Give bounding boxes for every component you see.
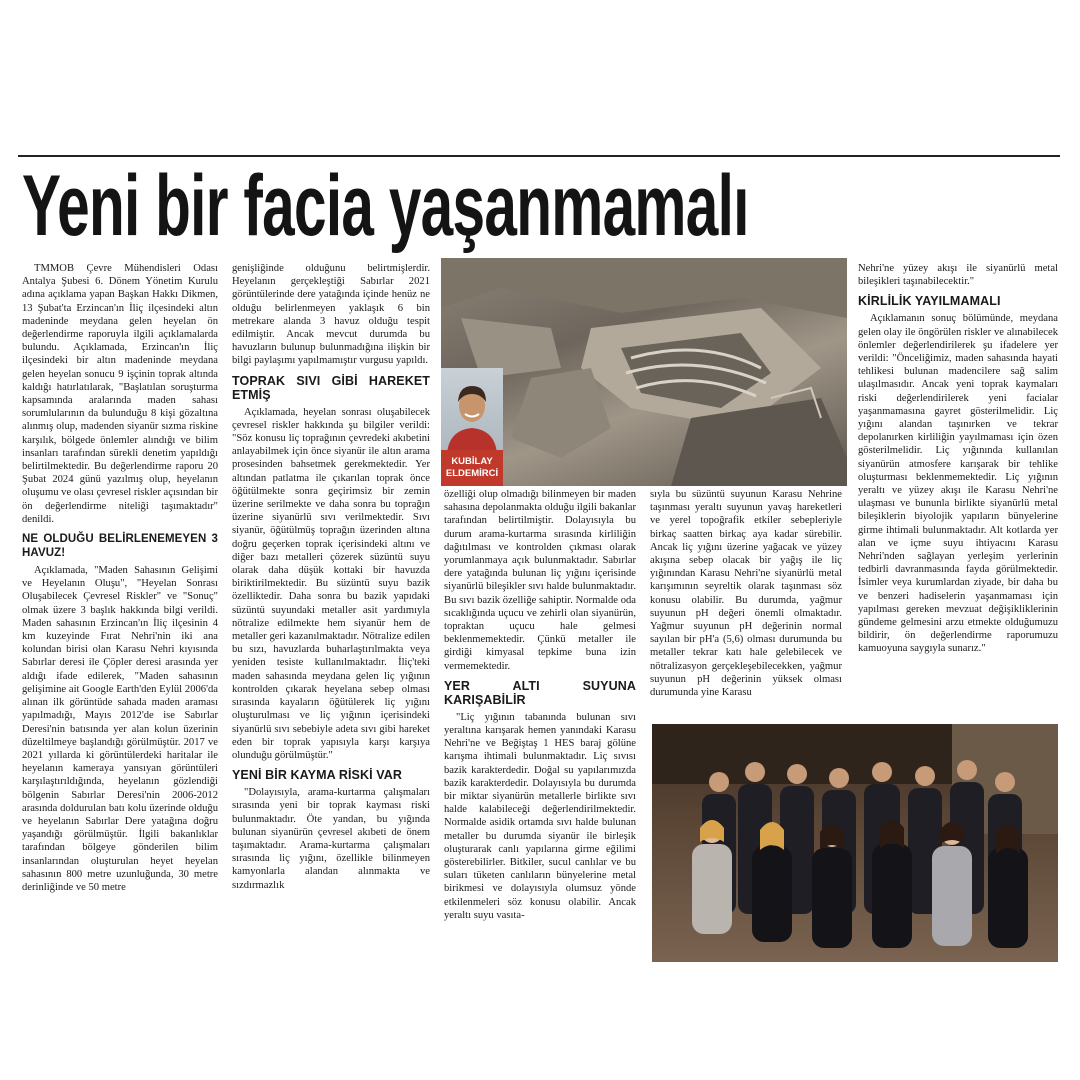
subheading: NE OLDUĞU BELİRLENEMEYEN 3 HAVUZ! — [22, 533, 218, 560]
paragraph: "Dolayısıyla, arama-kurtarma çalışmaları sırasında yeni bir toprak kayması riski bulunmaktadır. Öte yandan, bu yığında bulunan siyanürün çevresel akıbeti de önem taşımaktadır. Arama-kurtarma çalışmaları sırasında liç yığını, özellikle bilinmeyen kamyonlarla alandan alınmakta ve sızdırmazlık — [232, 787, 430, 891]
article-column-1 — [22, 262, 218, 962]
author-name — [441, 450, 503, 486]
subheading: TOPRAK SIVI GİBİ HAREKET ETMİŞ — [232, 373, 430, 402]
paragraph: özelliği olup olmadığı bilinmeyen bir maden sahasına depolanmakta olduğu ilgili bakanlar tarafından belirtilmiştir. Dolayısıyla bu durum arama-kurtarma sırasında kirliliğin dağıtılması ve kontrolden çıkması olarak yorumlanmaya açık bulunmaktadır. Sabırlar dere yatağında bulunan liç yığını içerisinde siyanürlü bileşikler sıvı halde bulunmaktadır. Bu sıvı bazik özelliğe sahiptir. Normalde oda sıcaklığında uçucu ve zehirli olan siyanürün, topraktan uçucu hale gelmesi beklenmemektedir. Çünkü metaller ile girdiği kimyasal tepkime buna izin vermemektedir. — [444, 489, 636, 672]
article-column-5 — [858, 262, 1058, 718]
headline: Yeni bir facia yaşanmamalı — [22, 158, 749, 254]
subheading: YER ALTI SUYUNA KARIŞABİLİR — [444, 678, 636, 707]
article-column-2 — [232, 262, 430, 966]
paragraph: sıyla bu süzüntü suyunun Karasu Nehrine taşınması yeraltı suyunun yavaş hareketleri ve yerel topoğrafik etkiler sebepleriyle birkaç saatten birkaç aya kadar sürebilir. Ancak liç yığını üzerine yağacak ve yüzey akışına sebep olacak bir yağış ile liç yığınından Karasu Nehri'ne siyanürlü metal karışımının seyreltik olarak taşınması söz konusu olabilir. Bu durumda, yağmur suyunun pH değeri önemli olmaktadır. Yağmur suyunun pH değerinin normal sayılan bir pH'a (5,6) olması durumunda bu metaller tekrar katı hale gelebilecek ve nötralizasyon gerçekleşebilecekken, yağmur suyunun pH değerinin yüksek olması durumunda yine Karasu — [650, 489, 842, 699]
author-portrait — [441, 368, 503, 454]
paragraph: TMMOB Çevre Mühendisleri Odası Antalya Şubesi 6. Dönem Yönetim Kurulu adına açıklama yapan Başkan Hakkı Dikmen, 13 Şubat'ta Erzincan'ın İliç ilçesindeki altın madeninde meydana gelen heyelan ön değerlendirme raporuyla ilgili açıklamalarda bulundu. Açıklamada, Erzincan'ın İliç ilçesindeki bir altın madeninde meydana gelen heyelan sonucu 9 işçinin toprak altında kaldığı hatırlatılarak, "Başlatılan soruşturma kapsamında aralarında maden sahası sorumlularının da bulunduğu 8 kişi gözaltına alınmış olup, madenden siyanür sızma riskine karşılık, bölgede önlemler alındığı ve bilim insanları tarafından sürekli denetim yapıldığı belirtilmektedir. Bu değerlendirme raporu 20 Şubat 2024 günü yazılmış olup, heyelanın oluşumu ve olası çevresel riskler açısından bir ön değerlendirme niteliği taşımaktadır" denildi. — [22, 263, 218, 525]
paragraph: "Liç yığının tabanında bulunan sıvı yeraltına karışarak hemen yanındaki Karasu Nehri'ne ve Beğiştaş 1 HES baraj gölüne karışma ihtimali bulunmaktadır. Liç sıvısı bazik karakterdedir. Doğal su yapılarımızda bazik karakterdedir. Dolayısıyla bu durumda bir miktar siyanürün metallerle birlikte sıvı halde kalabileceği değerlendirilmektedir. Normalde asidik ortamda sıvı halde bulunan metaller bu durumda siyanür ile birleşik oluşturarak canlı yapılarına girme eğilimi gösterebilirler. Bitkiler, sucul canlılar ve bu suları tüketen canlıların bünyelerine metal birikmesi ve dolayısıyla olumsuz yönde etkilenmeleri söz konusu olabilir. Ancak yeraltı suyu vasıta- — [444, 711, 636, 921]
author-last-name: ELDEMİRCİ — [445, 468, 499, 479]
paragraph: Açıklamanın sonuç bölümünde, meydana gelen olay ile öngörülen riskler ve alınabilecek önlemler değerlendirilerek şu ifadelere yer verildi: "Önceliğimiz, maden sahasında hayati tehlikesi bulunan madencilere sağ salim ulaşılmasıdır. Ancak yeni toprak kaymaları riski değerlendirilerek yeni facialar yaşanmamasına gayret gösterilmelidir. Liç yığını alandan taşınırken ve tekrar depolanırken kirliliğin yayılmaması için özen gösterilmelidir. Liç yığınında kullanılan siyanürün atmosfere karışarak bir tehlike oluşturması beklenmemektedir. Liç yığının yeraltı ve yüzey akışı ile Karasu Nehri'ne ulaşması ve bununla birlikte siyanürlü metal bileşiklerin biyolojik yapıların bünyelerine girme ihtimali bulunmaktadır. Alt kotlarda yer alan ve içme suyu ihtiyacını Karasu Nehri'nden sağlayan yerleşim yerlerinin tedbirli davranmasında fayda görülmektedir. İsimler veya kurumlardan ziyade, bir daha bu ve benzeri hadiselerin yaşanmaması için yapılması gereken mevzuat değişikliklerinin gündeme gelmesini arzu etmekte olduğumuzu bildirir, ön değerlendirme raporumuzu kamuoyuna saygıyla sunarız." — [858, 313, 1058, 655]
paragraph: Açıklamada, "Maden Sahasının Gelişimi ve Heyelanın Oluşu", "Heyelan Sonrası Oluşabilecek Çevresel Riskler" ve "Sonuç" olmak üzere 3 başlık hakkında bilgi verildi. Maden sahasının Erzincan'ın İliç ilçesinin 4 km kuzeyinde Fırat Nehri'nin iki ana kolundan birisi olan Karasu Nehri kıyısında Sabırlar deresi ile Çöpler deresi arasında yer aldığı ifade edilerek, "Maden sahasının gelişimine ait Google Earth'den Eylül 2006'da alınan ilk görüntüde sahada maden araması yapılmadığı, Mayıs 2012'de ise Sabırlar Deresi'nin batısında yer alan kolun üzerinin düzeltilmeye başlandığı görülmüştür. 2017 ve 2021 yıllarda ki görüntülerdeki haritalar ile heyelanın kameraya yansıyan görüntüleri karşılaştırıldığında, heyelanın gözlendiği bölgenin Sabırlar Deresi'nin 2006-2012 arasında doldurulan batı kolu üzerinde olduğu ve heyelanın Sabırlar Dere yatağına doğru yaşandığı görülmüştür. İlgili bakanlıklar tarafından bölgeye gönderilen bilim insanlarından oluşturulan heyet heyelan sahasının 800 metre uzunluğunda, 30 metre derinliğinde ve 50 metre — [22, 565, 218, 893]
author-box — [441, 368, 503, 486]
subheading: YENİ BİR KAYMA RİSKİ VAR — [232, 768, 403, 783]
article-column-3 — [444, 488, 636, 968]
paragraph: Nehri'ne yüzey akışı ile siyanürlü metal bileşikleri taşınabilecektir." — [858, 263, 1058, 288]
article-column-4 — [650, 488, 842, 720]
subheading: KİRLİLİK YAYILMAMALI — [858, 294, 1001, 309]
author-first-name: KUBİLAY — [451, 456, 493, 467]
group-photo — [652, 724, 1058, 962]
paragraph: genişliğinde olduğunu belirtmişlerdir. Heyelanın gerçekleştiği Sabırlar 2021 görüntülerinde dere yatağında içinde henüz ne olduğu belirlenmeyen yaklaşık 6 bin metrekare alanda 3 havuz olduğu tespit edilmiştir. Ancak mevcut durumda bu havuzların bulunup bulunmadığına ilişkin bir bilgi paylaşımı yapılmamıştır vurgusu yapıldı. — [232, 263, 430, 367]
group-photo-illustration — [652, 724, 1058, 962]
paragraph: Açıklamada, heyelan sonrası oluşabilecek çevresel riskler hakkında şu bilgiler verildi: "Söz konusu liç toprağının çevredeki akıbetini anlayabilmek için önce siyanür ile altın arama prosesinden bahsetmek gerekmektedir. Yer altından patlatma ile çıkarılan toprak önce öğütülmekte sonra geçirimsiz bir zemin üzerine serilmekte ve daha sonra bu toprağın üzerine siyanürlü sıvı verilmektedir. Sıvı siyanür, öğütülmüş toprağın üzerinden altına doğru geçerken toprak içerisindeki altını ve diğer bazı metalleri çözerek süzüntü suyu olarak daha düşük kottaki bir havuzda biriktirilmektedir. Bu süzüntü suyu bazik özelliktedir. Daha sonra bu bazik yapıdaki süzüntü suyundaki metaller asit yardımıyla nötralize edilmekte hem siyanür hem de metaller geri kazanılmaktadır. Nötralize edilen bu sızı, havuzlarda buharlaştırılmakta veya yeniden tesiste kullanılmaktadır. İliç'teki maden sahasında meydana gelen liç yığının kontrolden çıkarak heyelana sebep olması sırasında kayaların öğütülerek liç yığını oluşturulması ve liç yığının içerisindeki siyanürlü sıvı sebebiyle adeta sıvı gibi hareket eden bir toprak yapısıyla karşı karşıya olunduğu görülmüştür." — [232, 406, 430, 761]
